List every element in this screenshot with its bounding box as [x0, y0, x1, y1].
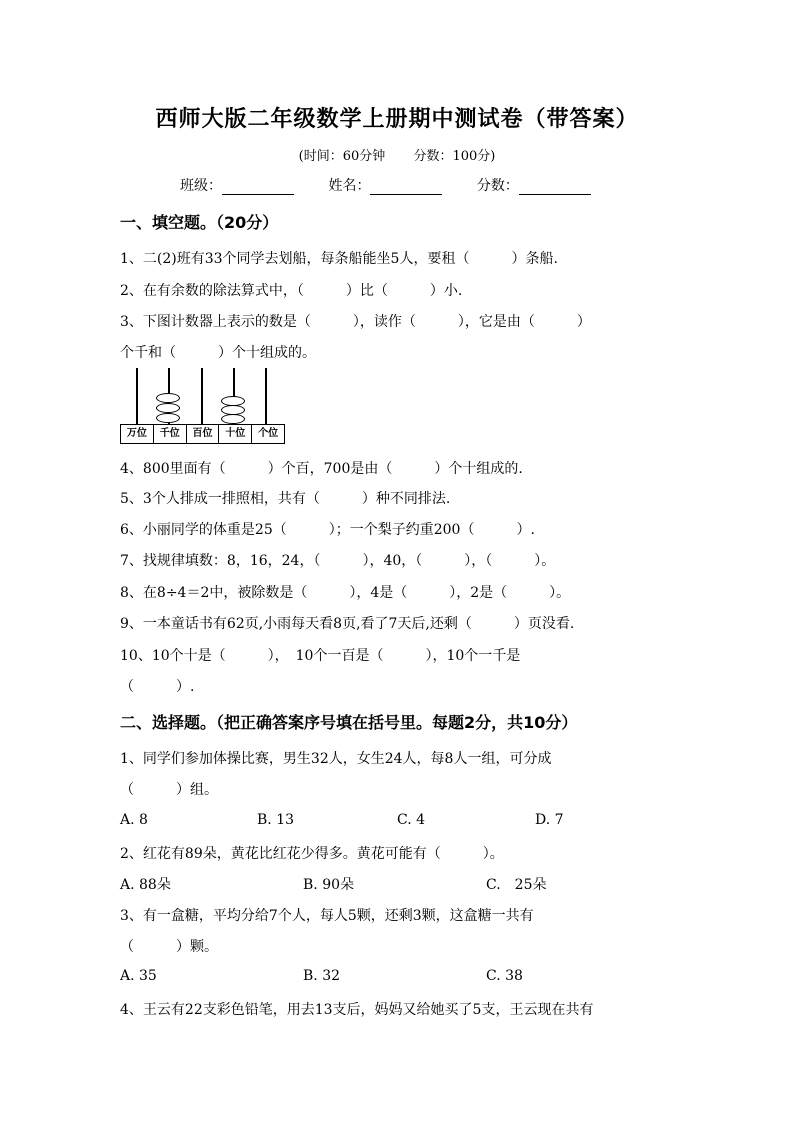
option-c[interactable]: C. 38	[486, 968, 523, 984]
option-c[interactable]: C. 4	[397, 812, 426, 828]
question-1-3: 3、下图计数器上表示的数是（ ），读作（ ），它是由（ ）	[120, 314, 591, 330]
question-1-7: 7、找规律填数：8，16，24，（ ），40，（ ），（ ）。	[120, 553, 556, 569]
abacus-label-shi: 十位	[219, 425, 252, 443]
question-2-1-cont: （ ）组。	[120, 782, 218, 798]
class-label: 班级：	[180, 178, 222, 194]
abacus-bead-tens	[221, 396, 245, 406]
question-1-6: 6、小丽同学的体重是25（ ）；一个梨子约重200（ ）.	[120, 522, 535, 538]
option-a[interactable]: A. 8	[120, 812, 148, 828]
option-c[interactable]: C. 25朵	[486, 877, 547, 893]
question-2-4: 4、王云有22支彩色铅笔，用去13支后，妈妈又给她买了5支，王云现在共有	[120, 1002, 594, 1018]
question-2-2: 2、红花有89朵，黄花比红花少得多。黄花可能有（ ）。	[120, 846, 504, 862]
total-score: 分数：100分)	[413, 149, 496, 164]
abacus-bead-thousands	[156, 393, 180, 403]
name-field[interactable]	[370, 179, 442, 195]
abacus-label-wan: 万位	[121, 425, 154, 443]
question-2-1-options	[120, 812, 564, 828]
option-b[interactable]: B. 32	[303, 968, 341, 984]
abacus-rod	[265, 368, 267, 424]
abacus-label-qian: 千位	[154, 425, 187, 443]
question-2-3: 3、有一盒糖，平均分给7个人，每人5颗，还剩3颗，这盒糖一共有	[120, 908, 534, 924]
score-field[interactable]	[519, 179, 591, 195]
question-1-5: 5、3个人排成一排照相，共有（ ）种不同排法.	[120, 491, 451, 507]
question-1-2: 2、在有余数的除法算式中，（ ）比（ ）小.	[120, 283, 463, 299]
option-b[interactable]: B. 90朵	[303, 877, 355, 893]
question-2-3-options	[120, 968, 523, 984]
question-2-1: 1、同学们参加体操比赛，男生32人，女生24人，每8人一组，可分成	[120, 751, 552, 767]
question-1-10-cont: （ ）.	[120, 679, 195, 695]
time-limit: (时间：60分钟	[298, 149, 386, 164]
abacus-label-ge: 个位	[258, 428, 279, 439]
abacus-bead-tens	[221, 414, 245, 424]
abacus-bead-thousands	[156, 413, 180, 423]
question-1-8: 8、在8÷4＝2中，被除数是（ ），4是（ ），2是（ ）。	[120, 585, 571, 601]
abacus-rod	[136, 368, 138, 424]
option-a[interactable]: A. 35	[120, 968, 157, 984]
question-1-4: 4、800里面有（ ）个百，700是由（ ）个十组成的.	[120, 461, 523, 477]
question-2-2-options	[120, 874, 546, 894]
abacus-diagram	[120, 368, 285, 446]
question-1-3-cont: 个千和（ ）个十组成的。	[120, 345, 316, 361]
abacus-label-bai: 百位	[187, 425, 220, 443]
name-label: 姓名：	[328, 178, 371, 194]
question-2-3-cont: （ ）颗。	[120, 939, 218, 955]
question-1-1: 1、二(2)班有33个同学去划船，每条船能坐5人，要租（ ）条船.	[120, 251, 558, 267]
abacus-bead-thousands	[156, 403, 180, 413]
question-1-9: 9、一本童话书有62页,小雨每天看8页,看了7天后,还剩（ ）页没看.	[120, 616, 575, 632]
page-title: 西师大版二年级数学上册期中测试卷（带答案）	[155, 106, 639, 132]
exam-meta	[0, 145, 794, 164]
class-field[interactable]	[222, 179, 294, 195]
option-a[interactable]: A. 88朵	[120, 877, 171, 893]
score-label: 分数：	[476, 178, 519, 194]
section1-heading: 一、填空题。（20分）	[120, 213, 279, 232]
abacus-labels	[120, 424, 285, 444]
abacus-rod	[201, 368, 203, 424]
option-b[interactable]: B. 13	[257, 812, 295, 828]
question-1-10: 10、10个十是（ ）， 10个一百是（ ），10个一千是	[120, 648, 521, 664]
section2-heading: 二、选择题。（把正确答案序号填在括号里。每题2分，共10分）	[120, 713, 578, 732]
student-info	[180, 175, 621, 195]
option-d[interactable]: D. 7	[535, 812, 564, 828]
